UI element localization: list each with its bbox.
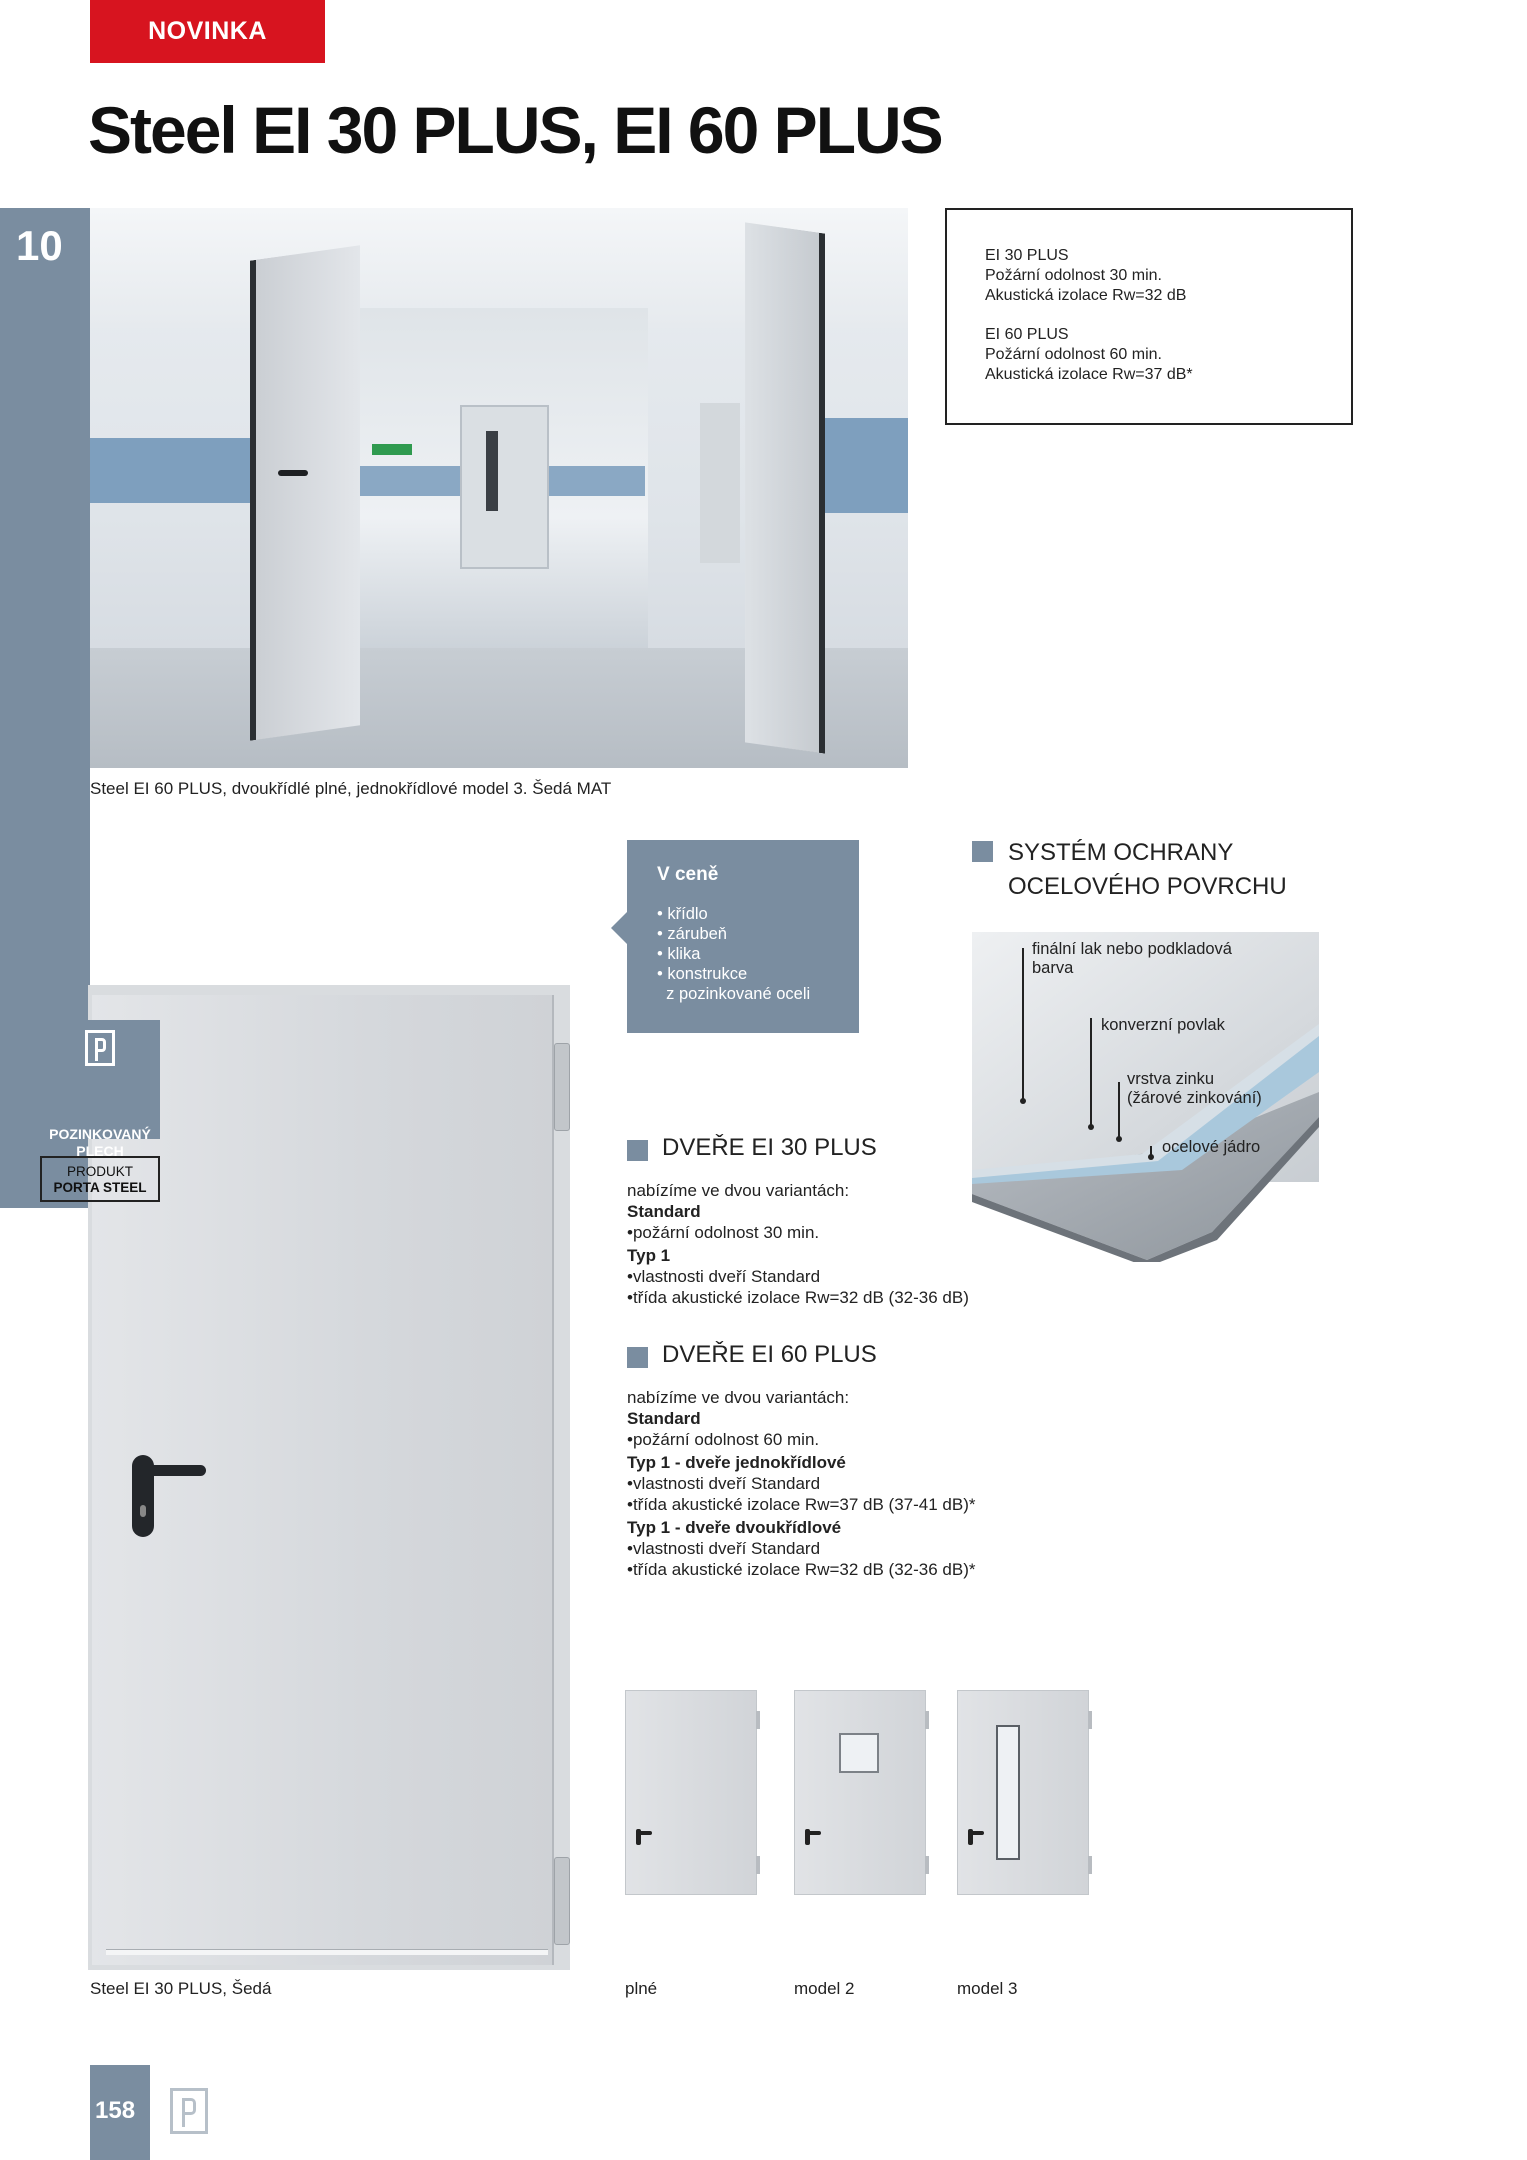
layer-label-conversion: konverzní povlak (1101, 1016, 1225, 1034)
price-item: z pozinkované oceli (657, 985, 811, 1003)
system-title (1008, 836, 1287, 904)
price-includes-box (627, 840, 859, 1033)
ei30-intro: nabízíme ve dvou variantách: (627, 1181, 850, 1200)
door-window-tall (996, 1725, 1020, 1860)
ei60-typ1a-item: •třída akustické izolace Rw=37 dB (37-41 dB)* (627, 1495, 976, 1514)
price-item: • klika (657, 945, 701, 963)
hero-caption: Steel EI 60 PLUS, dvoukřídlé plné, jednokřídlové model 3. Šedá MAT (90, 779, 612, 798)
layer-label-core: ocelové jádro (1162, 1138, 1261, 1156)
porta-steel-badge (40, 1156, 160, 1202)
spec-ei30-title: EI 30 PLUS (985, 247, 1069, 264)
porta-p-logo-icon (85, 1030, 115, 1066)
spec-info-box (945, 208, 1353, 425)
hero-wall-stripe-right (820, 418, 908, 513)
ei60-typ1b-label: Typ 1 - dveře dvoukřídlové (627, 1518, 842, 1537)
price-title: V ceně (657, 864, 719, 885)
spec-ei60 (985, 325, 1351, 385)
hero-door-left (250, 245, 360, 740)
ei30-typ1-item: •vlastnosti dveří Standard (627, 1267, 821, 1286)
door-bottom-edge (106, 1949, 548, 1955)
layer-pointer-dot (1116, 1136, 1122, 1142)
section-square-icon (627, 1347, 648, 1368)
exit-sign-icon (372, 444, 412, 455)
layer-pointer (1022, 948, 1024, 1100)
spec-ei30 (985, 246, 1351, 306)
ei60-intro: nabízíme ve dvou variantách: (627, 1388, 850, 1407)
ei30-standard-label: Standard (627, 1202, 701, 1221)
ei30-typ1-label: Typ 1 (627, 1246, 671, 1265)
keyhole-icon (140, 1505, 146, 1517)
spec-ei30-acoustic: Akustická izolace Rw=32 dB (985, 287, 1187, 304)
galvanized-badge-text: POZINKOVANÝ PLECH (49, 1126, 151, 1159)
layer-pointer (1090, 1018, 1092, 1126)
section-square-icon (972, 841, 993, 862)
price-item: • konstrukce (657, 965, 748, 983)
ei30-typ1-item: •třída akustické izolace Rw=32 dB (32-36 dB) (627, 1288, 969, 1307)
layer-pointer (1118, 1082, 1120, 1138)
hero-photo (90, 208, 908, 768)
spec-ei60-fire: Požární odolnost 60 min. (985, 346, 1162, 363)
page-title: Steel EI 30 PLUS, EI 60 PLUS (88, 93, 942, 167)
door-ei30-image (88, 985, 570, 1970)
door-window-square (839, 1733, 879, 1773)
thumbnail-door-model-3 (957, 1690, 1089, 1895)
door-lever-icon (138, 1465, 206, 1476)
hero-door-handle-icon (278, 470, 308, 476)
thumbnail-label: plné (625, 1979, 658, 1998)
ei60-section-title: DVEŘE EI 60 PLUS (662, 1341, 877, 1368)
door-leaf (92, 995, 554, 1965)
galvanized-sheet-badge (40, 1020, 160, 1159)
layer-label-zinc: vrstva zinku (žárové zinkování) (1127, 1070, 1262, 1107)
product-badge-name: PORTA STEEL (53, 1180, 147, 1195)
hero-door-right (745, 222, 825, 753)
price-item: • křídlo (657, 905, 708, 923)
spec-ei60-title: EI 60 PLUS (985, 326, 1069, 343)
layer-label-paint: finální lak nebo podkladová barva (1032, 940, 1232, 977)
ei60-standard-label: Standard (627, 1409, 701, 1428)
ei60-typ1b-item: •vlastnosti dveří Standard (627, 1539, 821, 1558)
ei60-typ1a-item: •vlastnosti dveří Standard (627, 1474, 821, 1493)
system-title-line: OCELOVÉHO POVRCHU (1008, 873, 1287, 900)
hinge-icon (554, 1043, 570, 1131)
ei60-typ1a-label: Typ 1 - dveře jednokřídlové (627, 1453, 846, 1472)
thumbnail-label: model 2 (794, 1979, 855, 1998)
thumbnail-door-model-2 (794, 1690, 926, 1895)
layer-pointer-dot (1088, 1124, 1094, 1130)
ei30-section-body (627, 1180, 969, 1308)
porta-footer-logo-icon (170, 2088, 208, 2134)
door-caption: Steel EI 30 PLUS, Šedá (90, 1979, 272, 1998)
ei30-standard-item: •požární odolnost 30 min. (627, 1223, 820, 1242)
ei60-typ1b-item: •třída akustické izolace Rw=32 dB (32-36 dB)* (627, 1560, 976, 1579)
ei60-standard-item: •požární odolnost 60 min. (627, 1430, 820, 1449)
hinge-icon (554, 1857, 570, 1945)
ei60-section-body (627, 1387, 976, 1580)
page-number: 158 (95, 2097, 136, 2124)
hero-far-door-window (486, 431, 498, 511)
section-number: 10 (16, 222, 63, 269)
surface-layers-illustration (972, 932, 1319, 1262)
hero-far-door (460, 405, 549, 569)
product-badge-label: PRODUKT (66, 1164, 133, 1179)
section-square-icon (627, 1140, 648, 1161)
thumbnail-door-plne (625, 1690, 757, 1895)
layer-pointer-dot (1148, 1154, 1154, 1160)
layer-pointer-dot (1020, 1098, 1026, 1104)
spec-ei30-fire: Požární odolnost 30 min. (985, 267, 1162, 284)
ei30-section-title: DVEŘE EI 30 PLUS (662, 1134, 877, 1161)
system-title-line: SYSTÉM OCHRANY (1008, 839, 1234, 866)
thumbnail-label: model 3 (957, 1979, 1018, 1998)
hero-far-door-right (700, 403, 740, 563)
novinka-badge: NOVINKA (90, 0, 325, 63)
spec-ei60-acoustic: Akustická izolace Rw=37 dB* (985, 366, 1193, 383)
price-item: • zárubeň (657, 925, 727, 943)
